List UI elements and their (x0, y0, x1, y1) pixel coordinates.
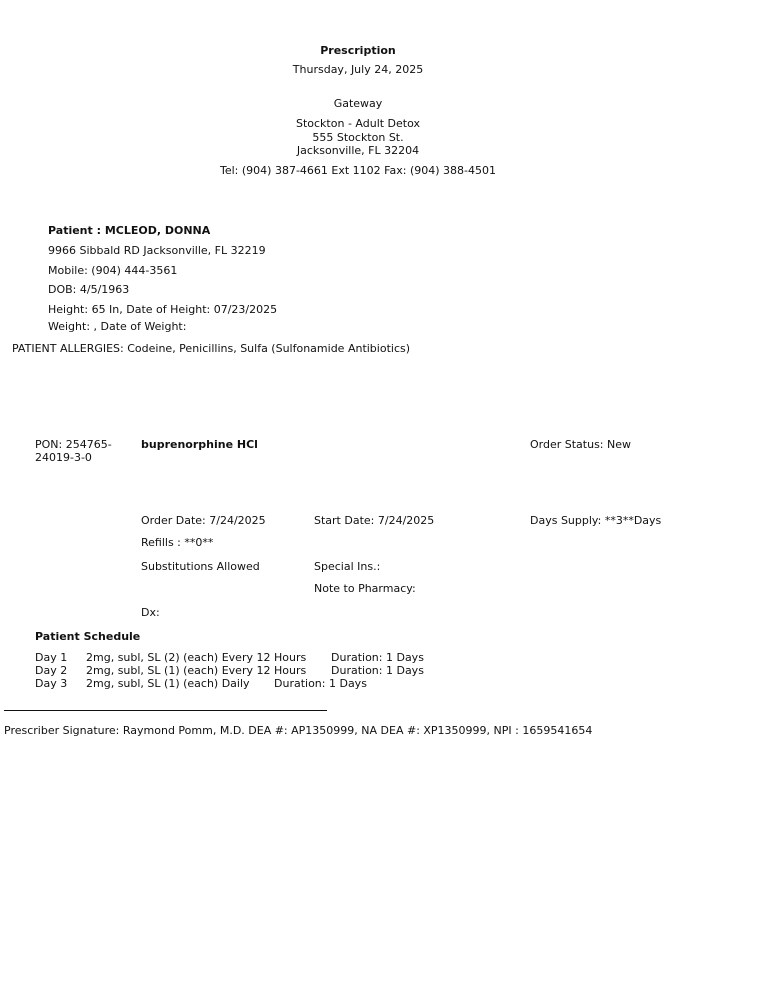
patient-mobile: Mobile: (904) 444-3561 (48, 264, 178, 277)
facility-contact: Tel: (904) 387-4661 Ext 1102 Fax: (904) 388-4501 (220, 164, 496, 177)
diagnosis: Dx: (141, 606, 160, 619)
refills: Refills : **0** (141, 536, 214, 549)
facility-name: Stockton - Adult Detox (295, 117, 421, 130)
schedule-heading: Patient Schedule (35, 630, 141, 643)
drug-name: buprenorphine HCl (141, 438, 258, 451)
schedule-day: Day 2 (35, 664, 68, 677)
patient-dob: DOB: 4/5/1963 (48, 283, 130, 296)
order-date: Order Date: 7/24/2025 (141, 514, 266, 527)
patient-weight: Weight: , Date of Weight: (48, 320, 187, 333)
pon-line-2: 24019-3-0 (35, 451, 92, 464)
pon-line-1: PON: 254765- (35, 438, 112, 451)
order-status: Order Status: New (530, 438, 632, 451)
start-date: Start Date: 7/24/2025 (314, 514, 435, 527)
schedule-duration: Duration: 1 Days (331, 664, 424, 677)
organization-name: Gateway (333, 97, 383, 110)
days-supply: Days Supply: **3**Days (530, 514, 662, 527)
schedule-day: Day 3 (35, 677, 68, 690)
patient-allergies: PATIENT ALLERGIES: Codeine, Penicillins, Sulfa (Sulfonamide Antibiotics) (12, 342, 411, 355)
document-title: Prescription (320, 44, 396, 57)
schedule-day: Day 1 (35, 651, 68, 664)
facility-street: 555 Stockton St. (312, 131, 404, 144)
patient-address: 9966 Sibbald RD Jacksonville, FL 32219 (48, 244, 266, 257)
facility-city: Jacksonville, FL 32204 (296, 144, 420, 157)
schedule-dose: 2mg, subl, SL (1) (each) Daily (86, 677, 250, 690)
special-instructions: Special Ins.: (314, 560, 381, 573)
prescriber-signature: Prescriber Signature: Raymond Pomm, M.D. DEA #: AP1350999, NA DEA #: XP1350999, NPI : 1659541654 (4, 724, 593, 737)
schedule-dose: 2mg, subl, SL (1) (each) Every 12 Hours (86, 664, 307, 677)
schedule-duration: Duration: 1 Days (331, 651, 424, 664)
schedule-duration: Duration: 1 Days (274, 677, 367, 690)
schedule-dose: 2mg, subl, SL (2) (each) Every 12 Hours (86, 651, 307, 664)
signature-rule (4, 710, 327, 711)
document-date: Thursday, July 24, 2025 (292, 63, 424, 76)
patient-height: Height: 65 In, Date of Height: 07/23/2025 (48, 303, 278, 316)
note-to-pharmacy: Note to Pharmacy: (314, 582, 416, 595)
substitutions: Substitutions Allowed (141, 560, 260, 573)
patient-name: Patient : MCLEOD, DONNA (48, 224, 211, 237)
